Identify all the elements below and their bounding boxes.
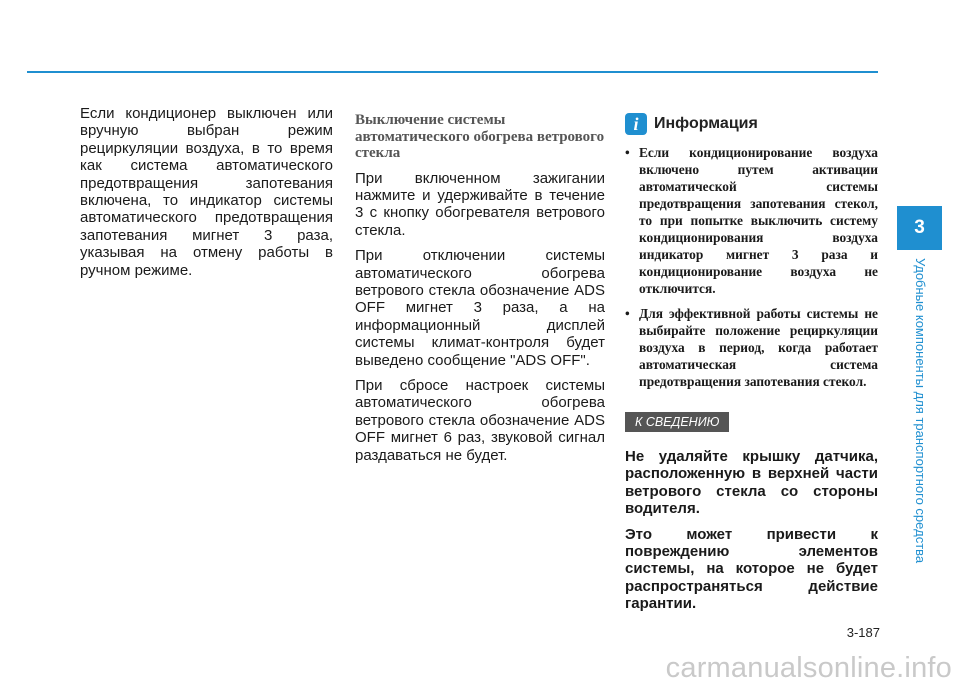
paragraph: Если кондиционер выключен или вручную выбран режим рециркуляции воздуха, в то время как система автоматического предотвращения запотевания включена, то индикатор системы автоматического предотвращения запотевания мигнет 3 раза, указывая на отмену работы в ручном режиме. [80, 105, 333, 279]
column-3 [625, 113, 878, 621]
chapter-title-sidebar [897, 258, 942, 578]
info-bullet-list [625, 144, 878, 390]
header-rule [27, 71, 878, 73]
caution-label: К СВЕДЕНИЮ [625, 412, 729, 432]
column-2 [355, 112, 605, 472]
info-icon: i [625, 113, 647, 135]
info-title: Информация [654, 115, 758, 133]
paragraph: При сбросе настроек системы автоматического обогрева ветрового стекла обозначение ADS OFF мигнет 6 раз, звуковой сигнал раздаваться не будет. [355, 376, 605, 464]
caution-paragraph: Это может привести к повреждению элементов системы, на которое не будет распространяться действие гарантии. [625, 525, 878, 613]
column-1 [80, 105, 333, 287]
info-bullet: • Для эффективной работы системы не выбирайте положение рециркуляции воздуха в период, когда работает автоматическая система предотвращения запотевания стекол. [625, 305, 878, 390]
chapter-number-tab: 3 [897, 206, 942, 250]
info-header [625, 113, 878, 135]
watermark: carmanualsonline.info [665, 652, 952, 684]
caution-paragraph: Не удаляйте крышку датчика, расположенную в верхней части ветрового стекла со стороны водителя. [625, 448, 878, 518]
caution-text [625, 448, 878, 613]
info-bullet: • Если кондиционирование воздуха включено путем активации автоматической системы предотвращения запотевания стекол, то при попытке выключить систему кондиционирования воздуха индикатор мигнет 3 раза и кондиционирование воздуха не отключится. [625, 144, 878, 297]
chapter-title: Удобные компоненты для транспортного средства [912, 258, 928, 564]
paragraph: При отключении системы автоматического обогрева ветрового стекла обозначение ADS OFF мигнет 3 раза, а на информационный дисплей системы климат-контроля будет выведено сообщение "ADS OFF". [355, 247, 605, 369]
page-number: 3-187 [846, 625, 880, 640]
section-heading: Выключение системы автоматического обогрева ветрового стекла [355, 112, 605, 161]
paragraph: При включенном зажигании нажмите и удерживайте в течение 3 с кнопку обогревателя ветрового стекла. [355, 169, 605, 239]
